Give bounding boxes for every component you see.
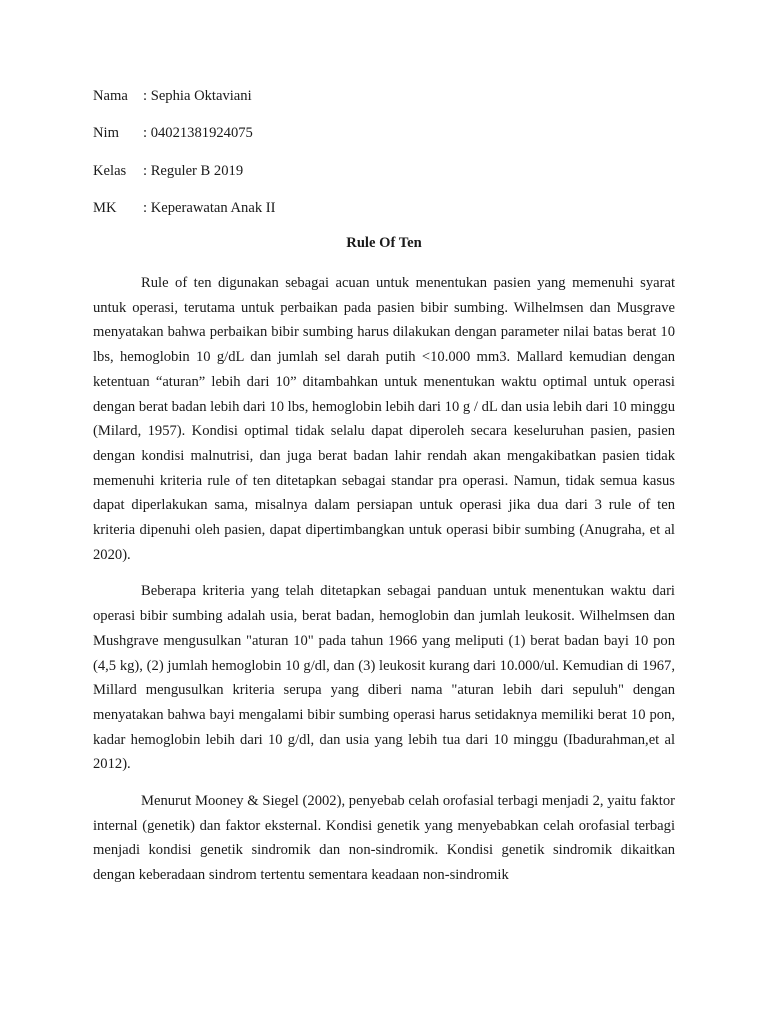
info-label: MK	[93, 199, 117, 216]
document-body	[93, 271, 675, 900]
document-title: Rule Of Ten	[346, 235, 422, 251]
paragraph: Beberapa kriteria yang telah ditetapkan sebagai panduan untuk menentukan waktu dari operasi bibir sumbing adalah usia, berat badan, hemoglobin dan jumlah leukosit. Wilhelmsen dan Mushgrave mengusulkan "aturan 10" pada tahun 1966 yang meliputi (1) berat badan bayi 10 pon (4,5 kg), (2) jumlah hemoglobin 10 g/dl, dan (3) leukosit kurang dari 10.000/ul. Kemudian di 1967, Millard mengusulkan kriteria serupa yang diberi nama "aturan lebih dari sepuluh" dengan menyatakan bahwa bayi mengalami bibir sumbing operasi harus setidaknya memiliki berat 10 pon, kadar hemoglobin lebih dari 10 g/dl, dan usia yang lebih tua dari 10 minggu (Ibadurahman,et al 2012).	[93, 583, 675, 773]
info-row-nim	[93, 123, 276, 160]
info-value: : Keperawatan Anak II	[143, 199, 276, 216]
paragraph: Rule of ten digunakan sebagai acuan untuk menentukan pasien yang memenuhi syarat untuk operasi, terutama untuk perbaikan pada pasien bibir sumbing. Wilhelmsen dan Musgrave menyatakan bahwa perbaikan bibir sumbing harus dilakukan dengan parameter nilai batas berat 10 lbs, hemoglobin 10 g/dL dan jumlah sel darah putih <10.000 mm3. Mallard kemudian dengan ketentuan “aturan” lebih dari 10” ditambahkan untuk menentukan waktu optimal untuk operasi dengan berat badan lebih dari 10 lbs, hemoglobin lebih dari 10 g / dL dan usia lebih dari 10 minggu (Milard, 1957). Kondisi optimal tidak selalu dapat diperoleh secara keseluruhan pasien, pasien dengan kondisi malnutrisi, dan juga berat badan lahir rendah akan mengakibatkan pasien tidak memenuhi kriteria rule of ten ditetapkan sebagai standar pra operasi. Namun, tidak semua kasus dapat diperlakukan sama, misalnya dalam persiapan untuk operasi jika dua dari 3 rule of ten kriteria dipenuhi oleh pasien, dapat dipertimbangkan untuk operasi bibir sumbing (Anugraha, et al 2020).	[93, 275, 675, 563]
info-label: Kelas	[93, 162, 127, 179]
info-label: Nama	[93, 88, 128, 104]
info-row-nama	[93, 86, 276, 123]
student-info	[93, 86, 276, 235]
info-value: : Sephia Oktaviani	[143, 88, 252, 104]
info-row-mk	[93, 198, 276, 235]
info-value: : 04021381924075	[143, 125, 253, 142]
info-value: : Reguler B 2019	[143, 162, 244, 179]
info-row-kelas	[93, 161, 276, 198]
paragraph: Menurut Mooney & Siegel (2002), penyebab celah orofasial terbagi menjadi 2, yaitu faktor internal (genetik) dan faktor eksternal. Kondisi genetik yang menyebabkan celah orofasial terbagi menjadi kondisi genetik sindromik dan non-sindromik. Kondisi genetik sindromik dikaitkan dengan keberadaan sindrom tertentu sementara keadaan non-sindromik	[93, 793, 675, 884]
info-label: Nim	[93, 125, 119, 142]
